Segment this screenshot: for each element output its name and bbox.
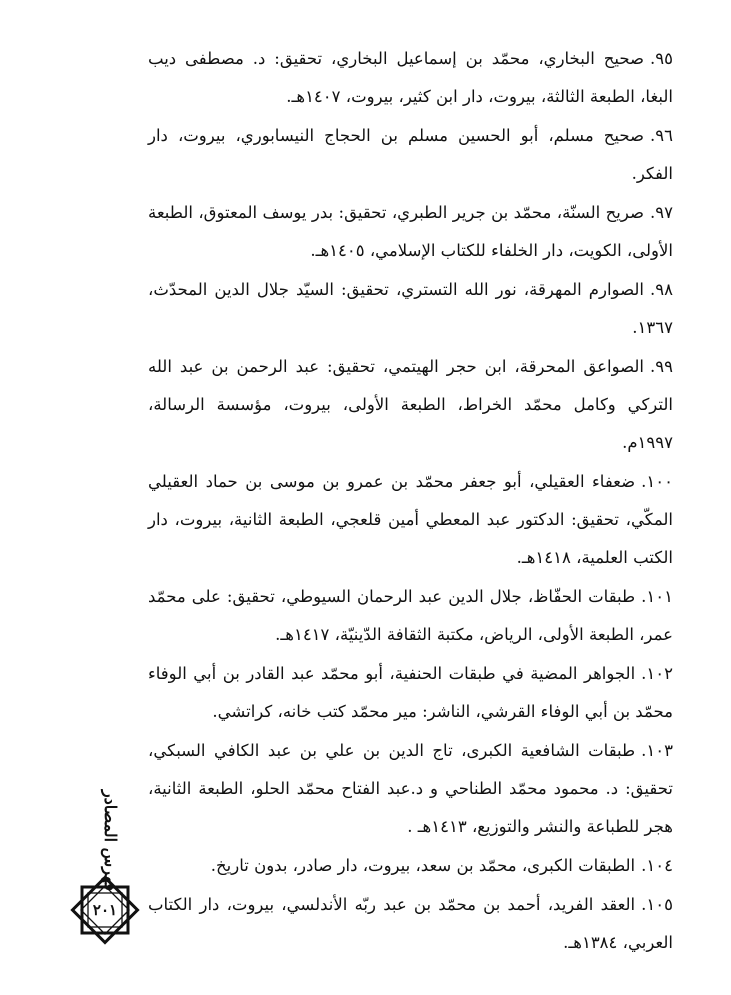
reference-text: العقد الفريد، أحمد بن محمّد بن عبد ربّه الأندلسي، بيروت، دار الكتاب العربي، ١٣٨٤هـ.	[148, 895, 673, 952]
reference-item	[148, 655, 673, 731]
reference-item	[148, 271, 673, 347]
reference-item	[148, 578, 673, 654]
reference-text: صحيح البخاري، محمّد بن إسماعيل البخاري، تحقيق: د. مصطفى ديب البغا، الطبعة الثالثة، بيروت، دار ابن كثير، بيروت، ١٤٠٧هـ.	[148, 49, 673, 106]
reference-number: ٩٦.	[650, 126, 673, 145]
reference-text: طبقات الشافعية الكبرى، تاج الدين بن علي بن عبد الكافي السبكي، تحقيق: د. محمود محمّد الطناحي و د.عبد الفتاح محمّد الحلو، الطبعة الثانية، هجر للطباعة والنشر والتوزيع، ١٤١٣هـ .	[148, 741, 673, 836]
reference-number: ١٠٢.	[641, 664, 673, 683]
reference-number: ١٠١.	[641, 587, 673, 606]
reference-item	[148, 463, 673, 577]
reference-number: ١٠٣.	[641, 741, 673, 760]
reference-item	[148, 194, 673, 270]
reference-text: صريح السنّة، محمّد بن جرير الطبري، تحقيق: بدر يوسف المعتوق، الطبعة الأولى، الكويت، دار الخلفاء للكتاب الإسلامي، ١٤٠٥هـ.	[148, 203, 673, 260]
reference-text: ضعفاء العقيلي، أبو جعفر محمّد بن عمرو بن موسى بن حماد العقيلي المكّي، تحقيق: الدكتور عبد المعطي أمين قلعجي، الطبعة الثانية، بيروت، دار الكتب العلمية، ١٤١٨هـ.	[148, 472, 673, 567]
reference-number: ١٠٥.	[641, 895, 673, 914]
reference-number: ٩٨.	[650, 280, 673, 299]
reference-number: ٩٥.	[650, 49, 673, 68]
reference-text: الطبقات الكبرى، محمّد بن سعد، بيروت، دار صادر، بدون تاريخ.	[210, 856, 636, 875]
reference-number: ١٠٠.	[641, 472, 673, 491]
reference-text: صحيح مسلم، أبو الحسين مسلم بن الحجاج النيسابوري، بيروت، دار الفكر.	[148, 126, 673, 183]
reference-number: ٩٧.	[650, 203, 673, 222]
reference-text: الجواهر المضية في طبقات الحنفية، أبو محمّد عبد القادر بن أبي الوفاء محمّد بن أبي الوفاء القرشي، الناشر: مير محمّد كتب خانه، كراتشي.	[148, 664, 673, 721]
side-title-text: فهرس المصادر	[101, 789, 121, 891]
page-number: ٢٠١	[92, 901, 118, 919]
reference-text: الصوارم المهرقة، نور الله التستري، تحقيق: السيّد جلال الدين المحدّث، ١٣٦٧.	[148, 280, 673, 337]
reference-item	[148, 732, 673, 846]
reference-item	[148, 847, 673, 885]
reference-item	[148, 348, 673, 462]
reference-text: الصواعق المحرقة، ابن حجر الهيتمي، تحقيق: عبد الرحمن بن عبد الله التركي وكامل محمّد الخراط، الطبعة الأولى، بيروت، مؤسسة الرسالة، ١٩٩٧م.	[148, 357, 673, 452]
reference-number: ٩٩.	[650, 357, 673, 376]
reference-item	[148, 886, 673, 962]
reference-item	[148, 40, 673, 116]
page-number-badge	[68, 873, 142, 947]
reference-number: ١٠٤.	[641, 856, 673, 875]
references-list	[148, 40, 673, 963]
reference-text: طبقات الحفّاظ، جلال الدين عبد الرحمان السيوطي، تحقيق: على محمّد عمر، الطبعة الأولى، الرياض، مكتبة الثقافة الدّينيّة، ١٤١٧هـ.	[148, 587, 673, 644]
reference-item	[148, 117, 673, 193]
